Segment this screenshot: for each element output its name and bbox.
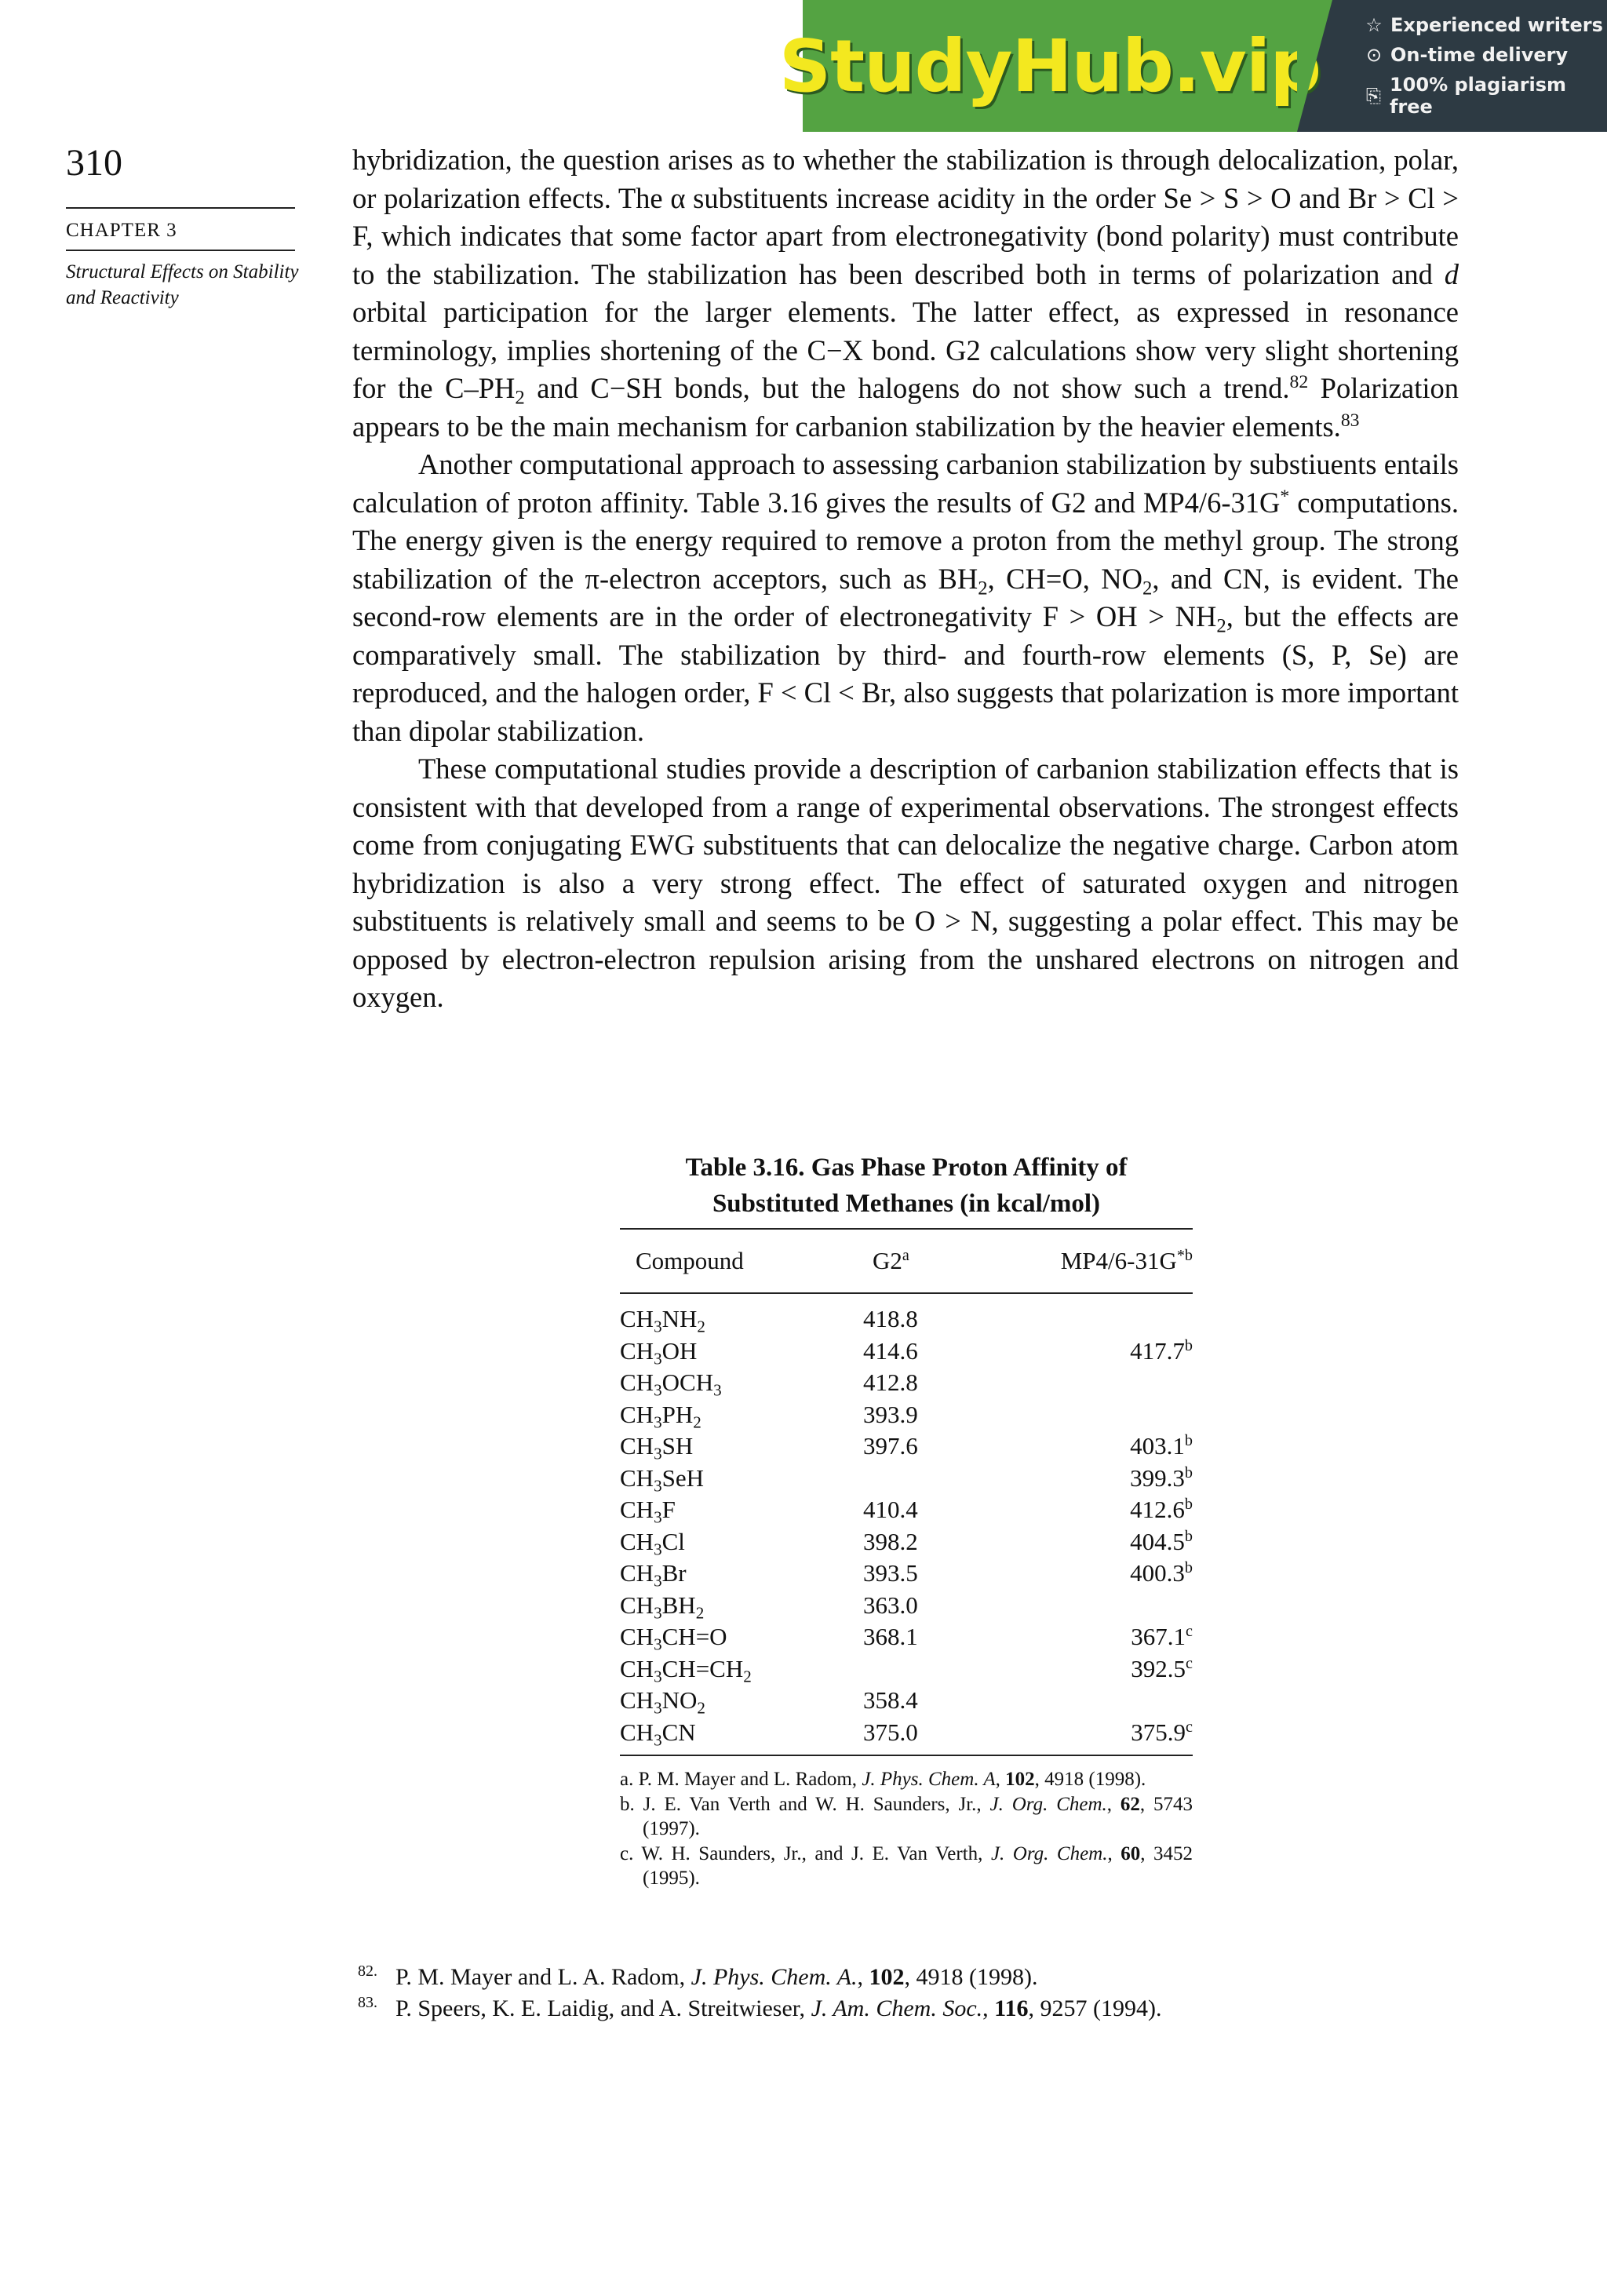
cell-compound: $CH_3NH_2$	[620, 1305, 705, 1336]
table-row	[620, 1494, 1193, 1526]
cell-compound: $CH_3Br$	[620, 1559, 687, 1591]
cell-g2: 397.6	[863, 1432, 918, 1460]
cell-mp4: 417.7$^b$	[1130, 1336, 1193, 1365]
cell-g2: 393.5	[863, 1559, 918, 1587]
cell-compound: $CH_3F$	[620, 1496, 676, 1527]
star-icon: ☆	[1365, 14, 1383, 36]
cell-mp4: 375.9$^c$	[1131, 1718, 1193, 1746]
reference-number: 82.	[358, 1963, 377, 1980]
table-body	[620, 1294, 1193, 1755]
cell-g2: 398.2	[863, 1527, 918, 1555]
body-text	[352, 141, 1459, 1017]
cell-g2: 410.4	[863, 1496, 918, 1524]
table-footnotes	[620, 1756, 1193, 1891]
feature-label: 100% plagiarism free	[1389, 74, 1567, 118]
cell-mp4: 412.6$^b$	[1130, 1496, 1193, 1524]
reference-82	[358, 1962, 1456, 1993]
table-row	[620, 1653, 1193, 1686]
cell-compound: $CH_3BH_2$	[620, 1591, 705, 1623]
cell-mp4: 399.3$^b$	[1130, 1463, 1193, 1492]
cell-g2: 418.8	[863, 1305, 918, 1333]
banner-features	[1297, 0, 1607, 132]
page-references	[358, 1962, 1456, 2024]
header-mp4: $MP4/6-31G^{*b}$	[1060, 1246, 1193, 1274]
cell-compound: $CH_3SH$	[620, 1432, 694, 1463]
cell-compound: $CH_3SeH$	[620, 1463, 705, 1496]
reference-text: P. M. Mayer and L. A. Radom, J. Phys. Chem. A., 102, 4918 (1998).	[395, 1964, 1038, 1990]
cell-g2: 368.1	[863, 1623, 918, 1651]
paragraph-2: Another computational approach to assessing carbanion stabilization by substiuents entails calculation of proton affinity. Table 3.16 gives the results of G2 and MP4/6-31G* computations. The energy given is the energy required to remove a proton from the methyl group. The strong stabilization of the π-electron acceptors, such as $BH_2$, CH=O, $NO_2$, and CN, is evident. The second-row elements are in the order of electronegativity F > OH > $NH_2$, but the effects are comparatively small. The stabilization by third- and fourth-row elements (S, P, Se) are reproduced, and the halogen order, F < Cl < Br, also suggests that polarization is more important than dipolar stabilization.	[352, 448, 1459, 747]
brand-logo[interactable]	[778, 0, 1321, 132]
cell-mp4: 404.5$^b$	[1130, 1527, 1193, 1555]
cell-g2: 412.8	[863, 1368, 918, 1397]
brand-name: StudyHub.vip	[778, 24, 1321, 108]
cell-compound: $CH_3PH_2$	[620, 1400, 701, 1432]
section-title: Structural Effects on Stability and Reactivity	[66, 261, 299, 308]
cell-compound: $CH_3CN$	[620, 1718, 696, 1750]
cell-mp4: 392.5$^c$	[1131, 1654, 1193, 1682]
table-row	[620, 1621, 1193, 1653]
header-g2: G2$^a$	[873, 1246, 909, 1274]
feature-on-time-delivery	[1364, 44, 1607, 66]
feature-label: Experienced writers	[1390, 14, 1603, 36]
table-row	[620, 1303, 1193, 1336]
table-row	[620, 1590, 1193, 1622]
reference-text: P. Speers, K. E. Laidig, and A. Streitwieser, J. Am. Chem. Soc., 116, 9257 (1994).	[395, 1995, 1162, 2021]
footnote-ref-82[interactable]: 82	[1289, 371, 1309, 392]
table-row	[620, 1336, 1193, 1368]
document-icon: ⎘	[1365, 85, 1382, 107]
margin-rule-bottom	[66, 250, 295, 251]
table-row	[620, 1430, 1193, 1463]
cell-compound: $CH_3CH=O$	[620, 1623, 727, 1654]
cell-compound: $CH_3OH$	[620, 1336, 698, 1368]
cell-compound: $CH_3OCH_3$	[620, 1368, 722, 1400]
cell-compound: $CH_3Cl$	[620, 1527, 685, 1559]
page-number: 310	[66, 142, 122, 184]
footnote-ref-83[interactable]: 83	[1340, 410, 1360, 431]
cell-mp4: 403.1$^b$	[1130, 1432, 1193, 1460]
table-row	[620, 1399, 1193, 1431]
paragraph-3: These computational studies provide a description of carbanion stabilization effects that is consistent with that developed from a range of experimental observations. The strongest effects come from conjugating EWG substituents that can delocalize the negative charge. Carbon atom hybridization is also a very strong effect. The effect of saturated oxygen and nitrogen substituents is relatively small and seems to be O > N, suggesting a polar effect. This may be opposed by electron-electron repulsion arising from the unshared electrons on nitrogen and oxygen.	[352, 753, 1459, 1013]
feature-plagiarism-free	[1364, 74, 1607, 118]
studyhub-banner[interactable]	[778, 0, 1607, 132]
feature-label: On-time delivery	[1390, 44, 1569, 66]
table-3-16	[620, 1150, 1193, 1891]
margin-rule-top	[66, 207, 295, 209]
feature-experienced-writers	[1364, 14, 1607, 36]
cell-g2: 414.6	[863, 1336, 918, 1365]
table-header-row	[620, 1230, 1193, 1292]
cell-mp4: 367.1$^c$	[1131, 1623, 1193, 1651]
paragraph-1: hybridization, the question arises as to whether the stabilization is through delocalization, polar, or polarization effects. The α substituents increase acidity in the order Se > S > O and Br > Cl > F, which indicates that some factor apart from electronegativity (bond polarity) must contribute to the stabilization. The stabilization has been described both in terms of polarization and d orbital participation for the larger elements. The latter effect, as expressed in resonance terminology, implies shortening of the C−X bond. G2 calculations show very slight shortening for the $C-PH_2$ and C−SH bonds, but the halogens do not show such a trend.$^{82}$ Polarization appears to be the main mechanism for carbanion stabilization by the heavier elements.$^{83}$	[352, 144, 1459, 443]
cell-compound: $CH_3CH=CH_2$	[620, 1654, 752, 1686]
table-footnote: a. P. M. Mayer and L. Radom, J. Phys. Chem. A, 102, 4918 (1998).	[620, 1769, 1146, 1790]
reference-number: 83.	[358, 1994, 377, 2011]
table-footnote: c. W. H. Saunders, Jr., and J. E. Van Verth, J. Org. Chem., 60, 3452 (1995).	[620, 1842, 1193, 1889]
chapter-label: CHAPTER 3	[66, 220, 177, 241]
header-compound: Compound	[636, 1247, 744, 1274]
cell-g2: 363.0	[863, 1591, 918, 1619]
table-row	[620, 1463, 1193, 1495]
table-row	[620, 1685, 1193, 1717]
table-row	[620, 1526, 1193, 1558]
clock-icon: ⊙	[1365, 44, 1383, 66]
cell-g2: 358.4	[863, 1686, 918, 1715]
table-row	[620, 1717, 1193, 1749]
cell-compound: $CH_3NO_2$	[620, 1686, 705, 1718]
table-row	[620, 1558, 1193, 1590]
table-caption: Table 3.16. Gas Phase Proton Affinity of Substituted Methanes (in kcal/mol)	[685, 1153, 1128, 1218]
table-footnote: b. J. E. Van Verth and W. H. Saunders, Jr., J. Org. Chem., 62, 5743 (1997).	[620, 1793, 1193, 1839]
reference-83	[358, 1993, 1456, 2024]
cell-g2: 393.9	[863, 1400, 918, 1428]
cell-g2: 375.0	[863, 1718, 918, 1746]
cell-mp4: 400.3$^b$	[1130, 1559, 1193, 1587]
table-row	[620, 1367, 1193, 1399]
